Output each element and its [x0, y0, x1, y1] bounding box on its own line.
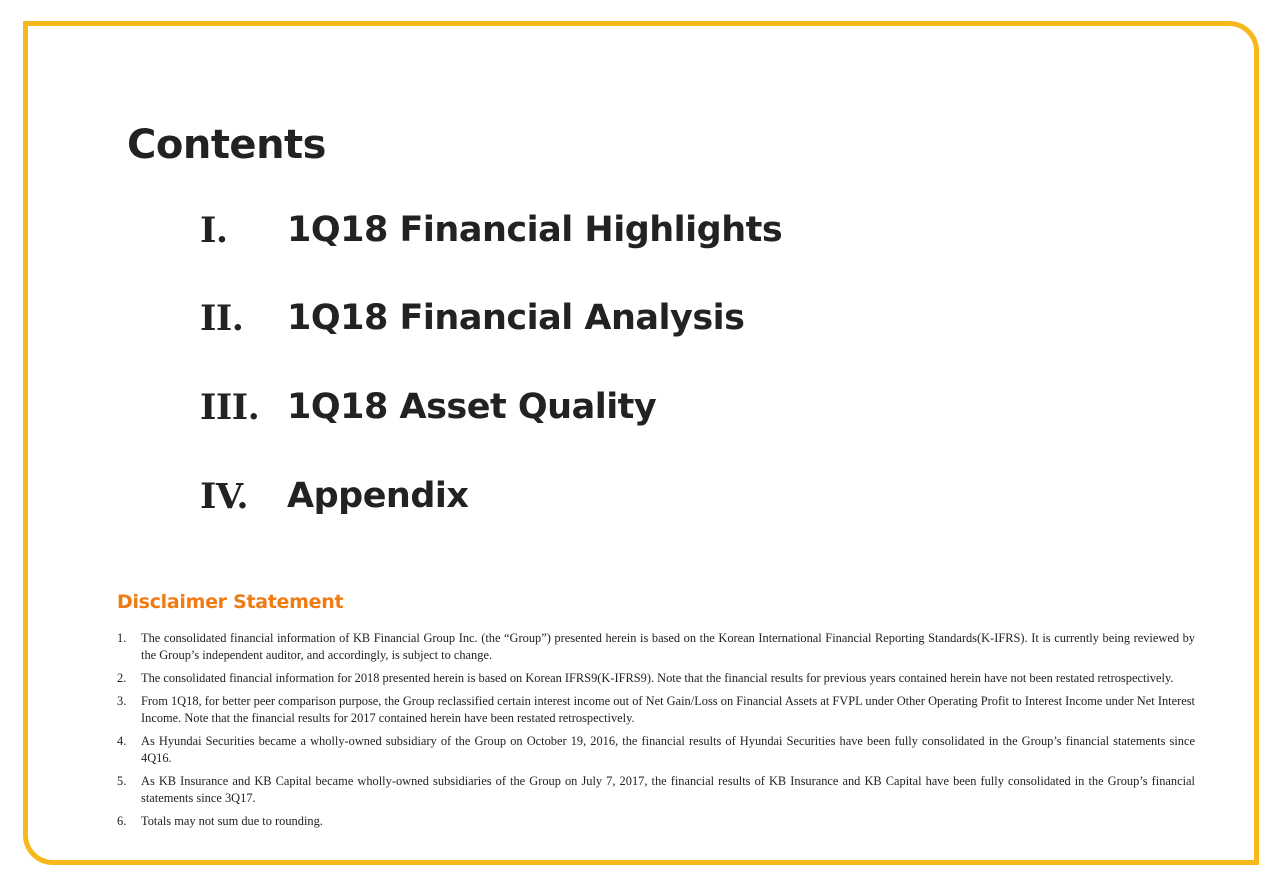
toc-numeral: III. — [200, 387, 260, 428]
note-number: 5. — [117, 774, 127, 788]
disclaimer-note — [117, 813, 1195, 830]
toc-label: 1Q18 Financial Analysis — [287, 298, 745, 338]
note-text: The consolidated financial information for 2018 presented herein is based on Korean IFRS9(K-IFRS9). Note that the financial results for previous years contained herein have not been restated retrospectively. — [141, 671, 1174, 685]
page-title: Contents — [127, 122, 326, 168]
disclaimer-title: Disclaimer Statement — [117, 591, 344, 613]
toc-numeral: I. — [200, 210, 228, 251]
toc-label: Appendix — [287, 476, 469, 516]
disclaimer-note — [117, 670, 1195, 687]
note-text: As KB Insurance and KB Capital became wholly-owned subsidiaries of the Group on July 7, 2017, the financial results of KB Insurance and KB Capital have been fully consolidated in the Group’s financial statements since 3Q17. — [141, 774, 1195, 805]
disclaimer-notes-list — [117, 630, 1195, 836]
toc-numeral: II. — [200, 298, 244, 339]
note-text: Totals may not sum due to rounding. — [141, 814, 323, 828]
toc-label: 1Q18 Financial Highlights — [287, 210, 783, 250]
note-text: From 1Q18, for better peer comparison purpose, the Group reclassified certain interest income out of Net Gain/Loss on Financial Assets at FVPL under Other Operating Profit to Interest Income under Net Interest Income. Note that the financial results for 2017 contained herein have been restated retrospectively. — [141, 694, 1195, 725]
toc-numeral: IV. — [200, 476, 249, 517]
toc-label: 1Q18 Asset Quality — [287, 387, 657, 427]
note-text: The consolidated financial information of KB Financial Group Inc. (the “Group”) presented herein is based on the Korean International Financial Reporting Standards(K-IFRS). It is currently being reviewed by the Group’s independent auditor, and accordingly, is subject to change. — [141, 631, 1195, 662]
note-text: As Hyundai Securities became a wholly-owned subsidiary of the Group on October 19, 2016, the financial results of Hyundai Securities have been fully consolidated in the Group’s financial statements since 4Q16. — [141, 734, 1195, 765]
note-number: 4. — [117, 734, 127, 748]
disclaimer-note — [117, 733, 1195, 767]
disclaimer-note — [117, 693, 1195, 727]
note-number: 2. — [117, 671, 127, 685]
disclaimer-note — [117, 630, 1195, 664]
note-number: 1. — [117, 631, 127, 645]
disclaimer-note — [117, 773, 1195, 807]
note-number: 3. — [117, 694, 127, 708]
note-number: 6. — [117, 814, 127, 828]
